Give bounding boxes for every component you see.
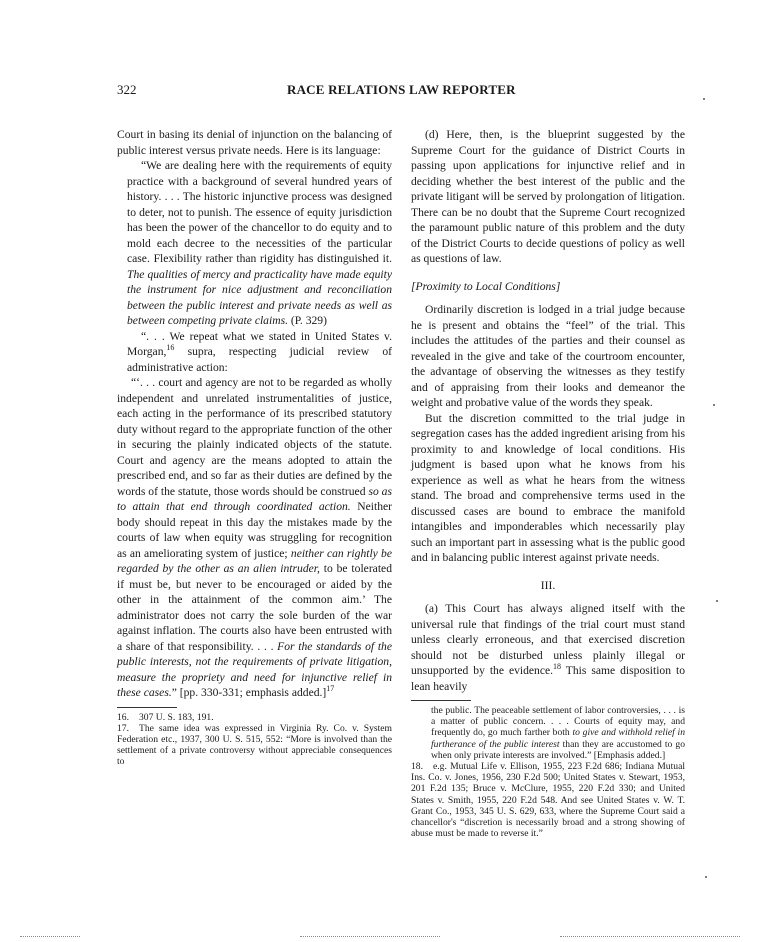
scan-artifact bbox=[20, 936, 80, 937]
paragraph-text: Court in basing its denial of injunction on the balancing of public interest versus private needs. Here is its language: bbox=[117, 128, 392, 157]
paragraph-discretion bbox=[411, 411, 685, 566]
scan-speck bbox=[705, 876, 707, 878]
quote-text: to be tolerated if must be, but never to be encouraged or aided by the other in the attainment of the common aim.’ The administrator does not carry the sole burden of the war against inflation. The courts also have been entrusted with a share of that responsibility. . . . bbox=[117, 562, 392, 653]
footnote-text: The same idea was expressed in Virginia Ry. Co. v. System Federation etc., 1937, 300 U. S. 515, 552: “More is involved than the settlement of a private controversy without appreciable consequences to bbox=[117, 722, 392, 768]
footnote-text: 307 U. S. 183, 191. bbox=[139, 711, 214, 723]
footnote-text: e.g. Mutual Life v. Ellison, 1955, 223 F.2d 686; Indiana Mutual Ins. Co. v. Jones, 1956, 230 F.2d 500; United States v. Stewart, 1953, 201 F.2d 135; Bruce v. McClure, 1955, 220 F.2d 330; and United States v. Smith, 1955, 220 F.2d 548. And see United States v. W. T. Grant Co., 1953, 345 U. S. 629, 633, where the Supreme Court said a chancellor's “discretion is necessarily broad and a strong showing of abuse must be made to reverse it.” bbox=[411, 761, 685, 840]
quote-citation: (P. 329) bbox=[287, 314, 327, 327]
paragraph-intro bbox=[117, 127, 392, 158]
right-column bbox=[411, 127, 685, 839]
footnote-text: the public. The peaceable settlement of labor controversies, . . . is a matter of public concern. . . . Courts of equity may, and frequently do, go much farther both bbox=[431, 705, 685, 739]
running-title: RACE RELATIONS LAW REPORTER bbox=[287, 82, 516, 97]
paragraph-text: This same disposition to lean heavily bbox=[411, 664, 685, 693]
section-heading: [Proximity to Local Conditions] bbox=[411, 279, 561, 293]
quote-emphasis: so as to attain that end through coordinated action. bbox=[117, 484, 392, 513]
quote-citation: ” [pp. 330-331; emphasis added.] bbox=[171, 686, 327, 699]
paragraph-text: But the discretion committed to the trial judge in segregation cases has the added ingredient arising from his proximity to and knowledge of local conditions. His judgment is based upon what he knows from his experience as well as what he hears from the witness stand. The broad and comprehensive terms used in the discussed cases are bound to embrace the manifold intangibles and imponderables which necessarily play such an important part in assessing what is the public good and in balancing public interest against private needs. bbox=[411, 411, 685, 564]
paragraph-text: Ordinarily discretion is lodged in a trial judge because he is present and obtains the “feel” of the trial. This includes the attitudes of the parties and their counsel as revealed in the give and take of the courtroom encounter, the advantage of observing the witnesses as they testify and of appraising from their looks and demeanor the weight and probative value of the words they speak. bbox=[411, 303, 685, 409]
footnote-17 bbox=[117, 723, 392, 768]
footnote-number: 18. bbox=[411, 761, 423, 773]
footnote-16 bbox=[117, 712, 392, 723]
quote-text: “We are dealing here with the requirements of equity practice with a background of several hundred years of history. . . . The historic injunctive process was designed to deter, not to punish. The essence of equity jurisdiction has been the power of the chancellor to do equity and to mold each decree to the necessities of the particular case. Flexibility rather than rigidity has distinguished it. bbox=[127, 159, 392, 265]
quote-text: supra, respecting judicial review of administrative action: bbox=[127, 345, 392, 374]
scan-artifact bbox=[560, 936, 740, 937]
footnote-divider bbox=[411, 700, 471, 701]
quote-text: Neither body should repeat in this day the mistakes made by the courts of law when equity was struggling for recognition as an ameliorating system of justice; bbox=[117, 500, 392, 560]
paragraph-universal-rule bbox=[411, 601, 685, 694]
paragraph-text: (a) This Court has always aligned itself with the universal rule that findings of the trial court must stand unless clearly erroneous, and that exercised discretion should not be disturbed unless plainly illegal or unsupported by the evidence. bbox=[411, 602, 685, 677]
footnote-ref[interactable]: 18 bbox=[553, 662, 562, 672]
section-numeral: III. bbox=[540, 578, 556, 592]
footnote-ref[interactable]: 16 bbox=[166, 343, 175, 353]
quote-text: “. . . We repeat what we stated in United States v. Morgan, bbox=[127, 329, 392, 358]
footnote-18 bbox=[411, 761, 685, 839]
paragraph-text: (d) Here, then, is the blueprint suggested by the Supreme Court for the guidance of District Courts in passing upon applications for injunctive relief and in deciding whether the best interest of the public and the private litigant will be served by prolongation of litigation. There can be no doubt that the Supreme Court recognized the paramount public nature of this problem and the duty of the District Courts to decide questions of policy as well as questions of law. bbox=[411, 128, 685, 265]
footnote-text: than they are accustomed to go when only private interests are involved.” [Emphasis added.] bbox=[431, 738, 686, 761]
quote-emphasis: neither can rightly be regarded by the other as an alien intruder, bbox=[117, 546, 392, 575]
page-header bbox=[117, 82, 677, 102]
quote-equity-practice bbox=[127, 158, 392, 329]
paragraph-ordinarily bbox=[411, 302, 685, 411]
footnote-divider bbox=[117, 707, 177, 708]
footnote-number: 16. bbox=[117, 711, 129, 723]
page-number: 322 bbox=[117, 82, 137, 97]
left-column bbox=[117, 127, 392, 768]
quote-text: “‘. . . court and agency are not to be regarded as wholly independent and unrelated instrumentalities of justice, each acting in the performance of its prescribed statutory duty without regard to the appropriate function of the other in securing the plainly indicated objects of the statute. Court and agency are the means adopted to attain the prescribed end, and so far as their duties are defined by the words of the statute, those words should be construed bbox=[117, 376, 392, 498]
scan-speck bbox=[713, 404, 715, 406]
quote-court-agency bbox=[117, 375, 392, 701]
footnote-number: 17. bbox=[117, 722, 129, 734]
footnote-ref[interactable]: 17 bbox=[326, 684, 335, 694]
scan-speck bbox=[703, 98, 705, 100]
quote-emphasis: For the standards of the public interests, not the requirements of private litigation, measure the propriety and need for injunctive relief in these cases. bbox=[117, 639, 392, 699]
quote-morgan bbox=[127, 329, 392, 376]
paragraph-blueprint bbox=[411, 127, 685, 267]
footnote-17-continued bbox=[431, 705, 685, 761]
quote-emphasis: The qualities of mercy and practicality have made equity the instrument for nice adjustment and reconciliation between the public interest and private needs as well as between competing private claims. bbox=[127, 267, 392, 327]
footnote-emphasis: to give and withhold relief in furtherance of the public interest bbox=[431, 727, 685, 750]
scan-speck bbox=[716, 600, 718, 602]
scan-artifact bbox=[300, 936, 440, 937]
